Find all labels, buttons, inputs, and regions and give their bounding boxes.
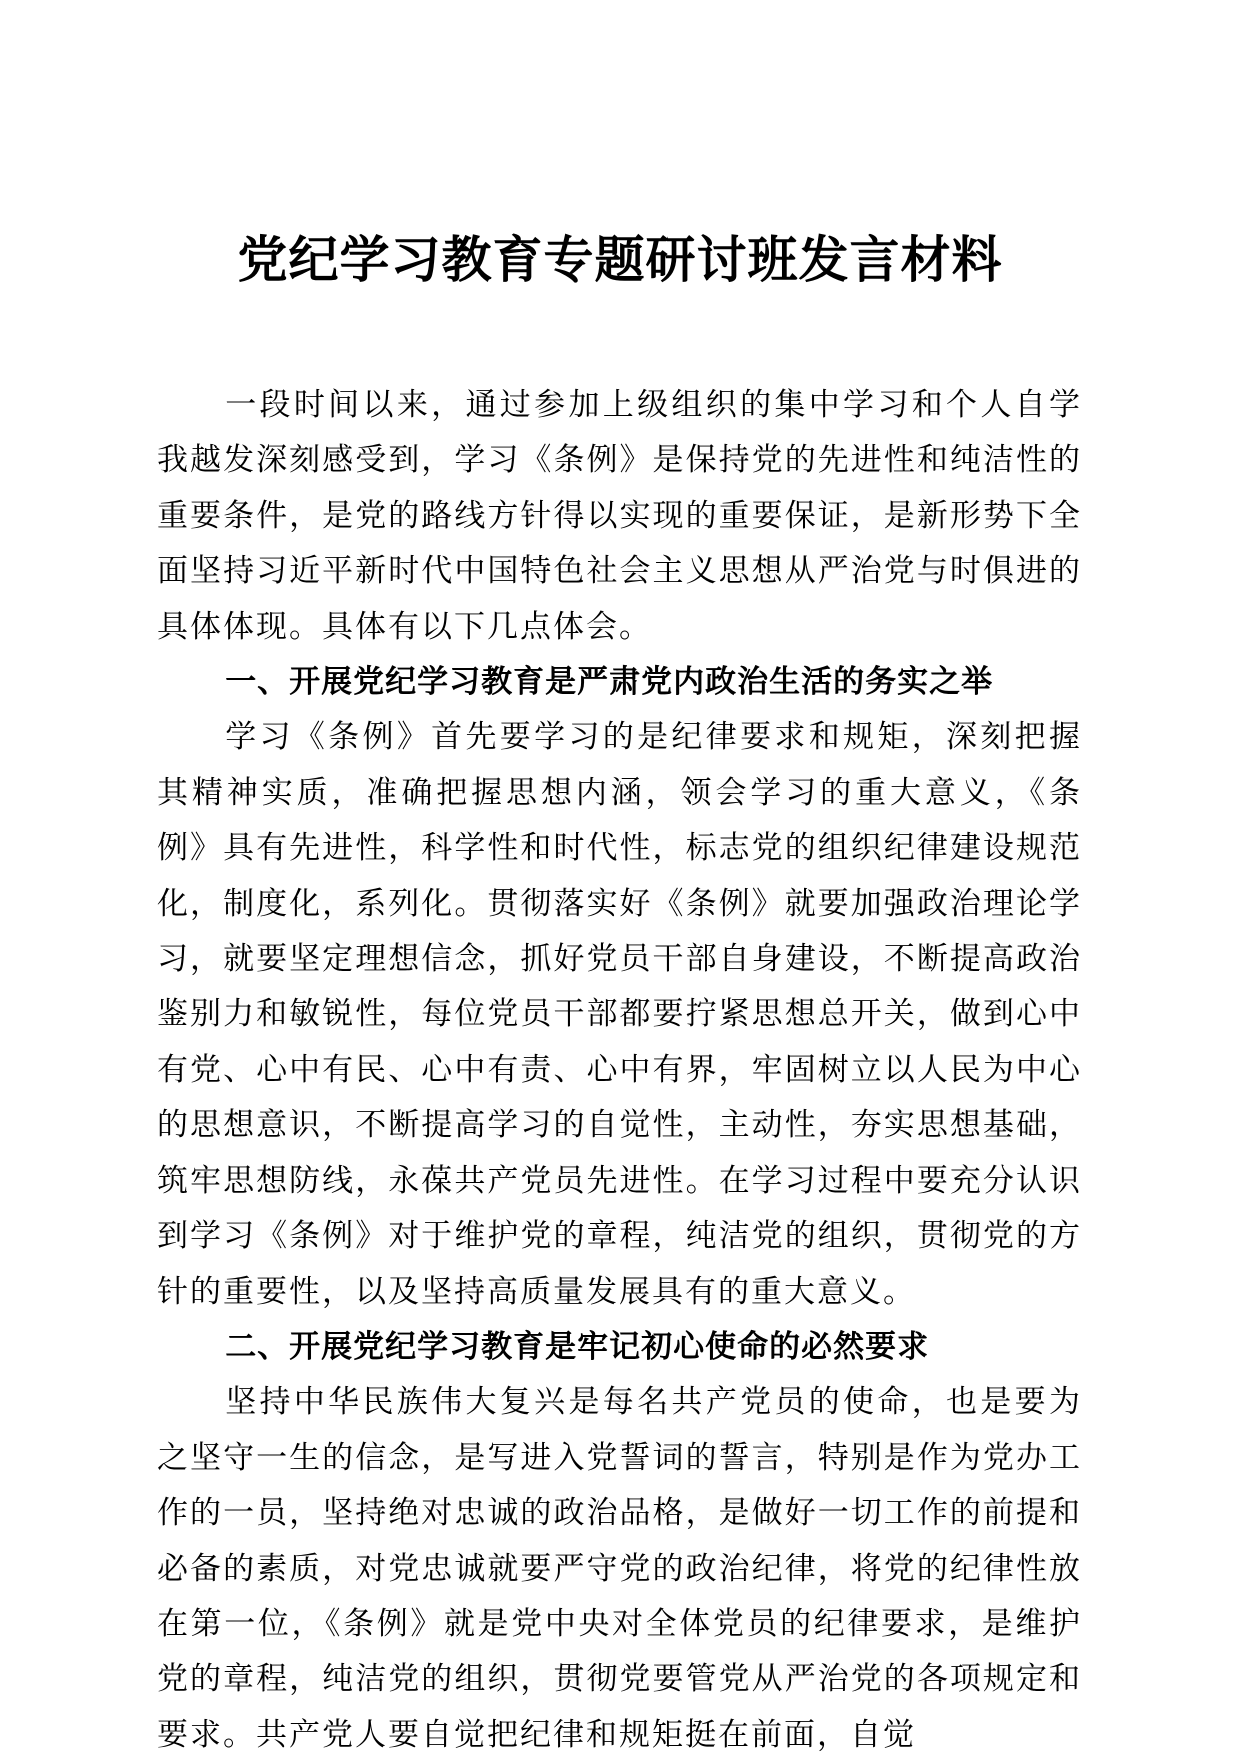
document-title: 党纪学习教育专题研讨班发言材料	[237, 230, 1003, 289]
section-1-heading: 一、开展党纪学习教育是严肃党内政治生活的务实之举	[225, 664, 994, 701]
section-2-heading: 二、开展党纪学习教育是牢记初心使命的必然要求	[225, 1328, 930, 1365]
document-body	[157, 378, 1082, 1763]
section-2-paragraph: 坚持中华民族伟大复兴是每名共产党员的使命，也是要为之坚守一生的信念，是写进入党誓词的誓言，特别是作为党办工作的一员，坚持绝对忠诚的政治品格，是做好一切工作的前提和必备的素质，对党忠诚就要严守党的政治纪律，将党的纪律性放在第一位，《条例》就是党中央对全体党员的纪律要求，是维护党的章程，纯洁党的组织，贯彻党要管党从严治党的各项规定和要求。共产党人要自觉把纪律和规矩挺在前面，自觉	[157, 1384, 1082, 1753]
section-1-paragraph: 学习《条例》首先要学习的是纪律要求和规矩，深刻把握其精神实质，准确把握思想内涵，领会学习的重大意义，《条例》具有先进性，科学性和时代性，标志党的组织纪律建设规范化，制度化，系列化。贯彻落实好《条例》就要加强政治理论学习，就要坚定理想信念，抓好党员干部自身建设，不断提高政治鉴别力和敏锐性，每位党员干部都要拧紧思想总开关，做到心中有党、心中有民、心中有责、心中有界，牢固树立以人民为中心的思想意识，不断提高学习的自觉性，主动性，夯实思想基础，筑牢思想防线，永葆共产党员先进性。在学习过程中要充分认识到学习《条例》对于维护党的章程，纯洁党的组织，贯彻党的方针的重要性，以及坚持高质量发展具有的重大意义。	[157, 719, 1082, 1310]
intro-paragraph: 一段时间以来，通过参加上级组织的集中学习和个人自学我越发深刻感受到，学习《条例》是保持党的先进性和纯洁性的重要条件，是党的路线方针得以实现的重要保证，是新形势下全面坚持习近平新时代中国特色社会主义思想从严治党与时俱进的具体体现。具体有以下几点体会。	[157, 387, 1082, 645]
